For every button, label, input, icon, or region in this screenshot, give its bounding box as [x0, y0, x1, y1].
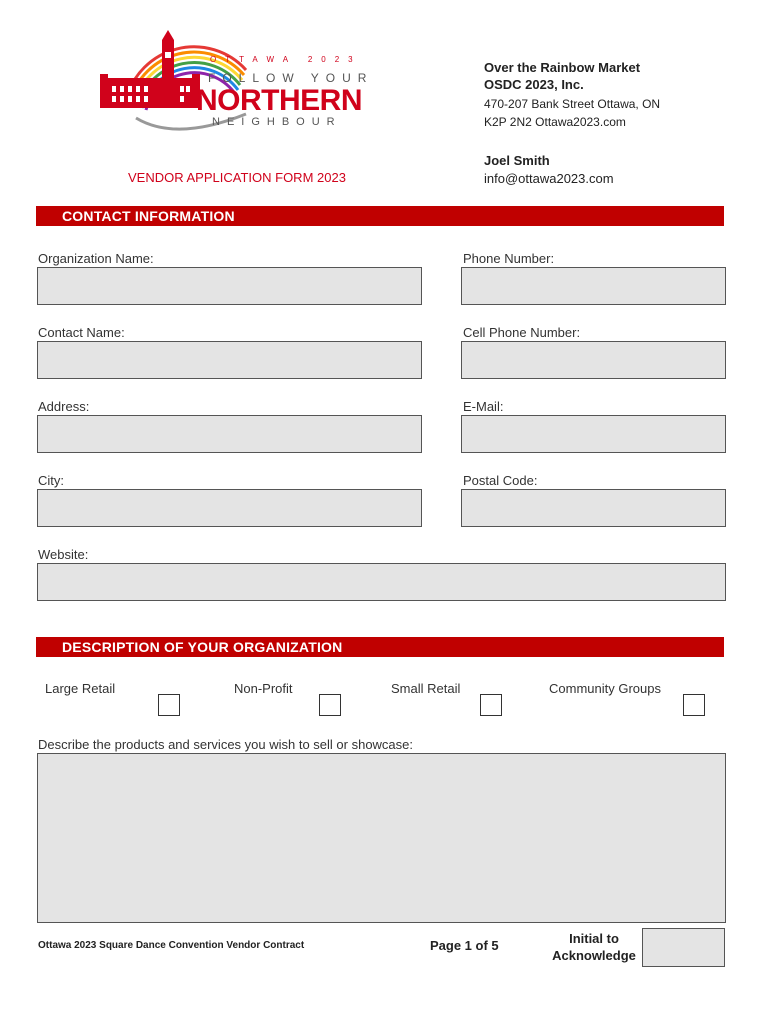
- describe-label: Describe the products and services you wish to sell or showcase:: [38, 737, 414, 752]
- footer-page-number: Page 1 of 5: [430, 938, 499, 953]
- website-label: Website:: [38, 547, 89, 562]
- footer-contract: Ottawa 2023 Square Dance Convention Vendor Contract: [38, 940, 305, 951]
- community-groups-checkbox[interactable]: [683, 694, 705, 716]
- contact-name-label: Contact Name:: [38, 325, 125, 340]
- city-field[interactable]: [37, 489, 422, 527]
- org-name-line1: Over the Rainbow Market: [484, 60, 641, 75]
- city-label: City:: [38, 473, 64, 488]
- org-contact-email: info@ottawa2023.com: [484, 171, 614, 186]
- option-community-groups-label: Community Groups: [549, 681, 661, 696]
- small-retail-checkbox[interactable]: [480, 694, 502, 716]
- logo-top-line: OTTAWA 2023: [210, 55, 362, 64]
- contact-name-field[interactable]: [37, 341, 422, 379]
- org-address-line1: 470-207 Bank Street Ottawa, ON: [484, 97, 661, 111]
- description-section-title: DESCRIPTION OF YOUR ORGANIZATION: [62, 639, 343, 655]
- form-title: VENDOR APPLICATION FORM 2023: [128, 170, 346, 185]
- phone-label: Phone Number:: [463, 251, 555, 266]
- logo-northern-text: NORTHERN: [196, 84, 362, 117]
- contact-section-title: CONTACT INFORMATION: [62, 208, 235, 224]
- contact-section-header: [36, 206, 724, 226]
- org-name-field[interactable]: [37, 267, 422, 305]
- large-retail-checkbox[interactable]: [158, 694, 180, 716]
- non-profit-checkbox[interactable]: [319, 694, 341, 716]
- option-small-retail-label: Small Retail: [391, 681, 461, 696]
- email-field[interactable]: [461, 415, 726, 453]
- website-field[interactable]: [37, 563, 726, 601]
- cell-label: Cell Phone Number:: [463, 325, 581, 340]
- postal-label: Postal Code:: [463, 473, 538, 488]
- org-contact-name: Joel Smith: [484, 153, 550, 168]
- logo-neighbour-text: NEIGHBOUR: [212, 116, 342, 128]
- describe-field[interactable]: [37, 753, 726, 923]
- org-address-line2: K2P 2N2 Ottawa2023.com: [484, 115, 626, 129]
- address-field[interactable]: [37, 415, 422, 453]
- description-section-header: [36, 637, 724, 657]
- footer-initial-label: Initial to Acknowledge: [552, 931, 636, 963]
- email-label: E-Mail:: [463, 399, 504, 414]
- org-name-line2: OSDC 2023, Inc.: [484, 77, 584, 92]
- postal-field[interactable]: [461, 489, 726, 527]
- phone-field[interactable]: [461, 267, 726, 305]
- logo-follow-text: FOLLOW YOUR: [208, 71, 374, 85]
- option-large-retail-label: Large Retail: [45, 681, 116, 696]
- option-non-profit-label: Non-Profit: [234, 681, 293, 696]
- org-name-label: Organization Name:: [38, 251, 154, 266]
- address-label: Address:: [38, 399, 90, 414]
- initial-field[interactable]: [642, 928, 725, 967]
- cell-field[interactable]: [461, 341, 726, 379]
